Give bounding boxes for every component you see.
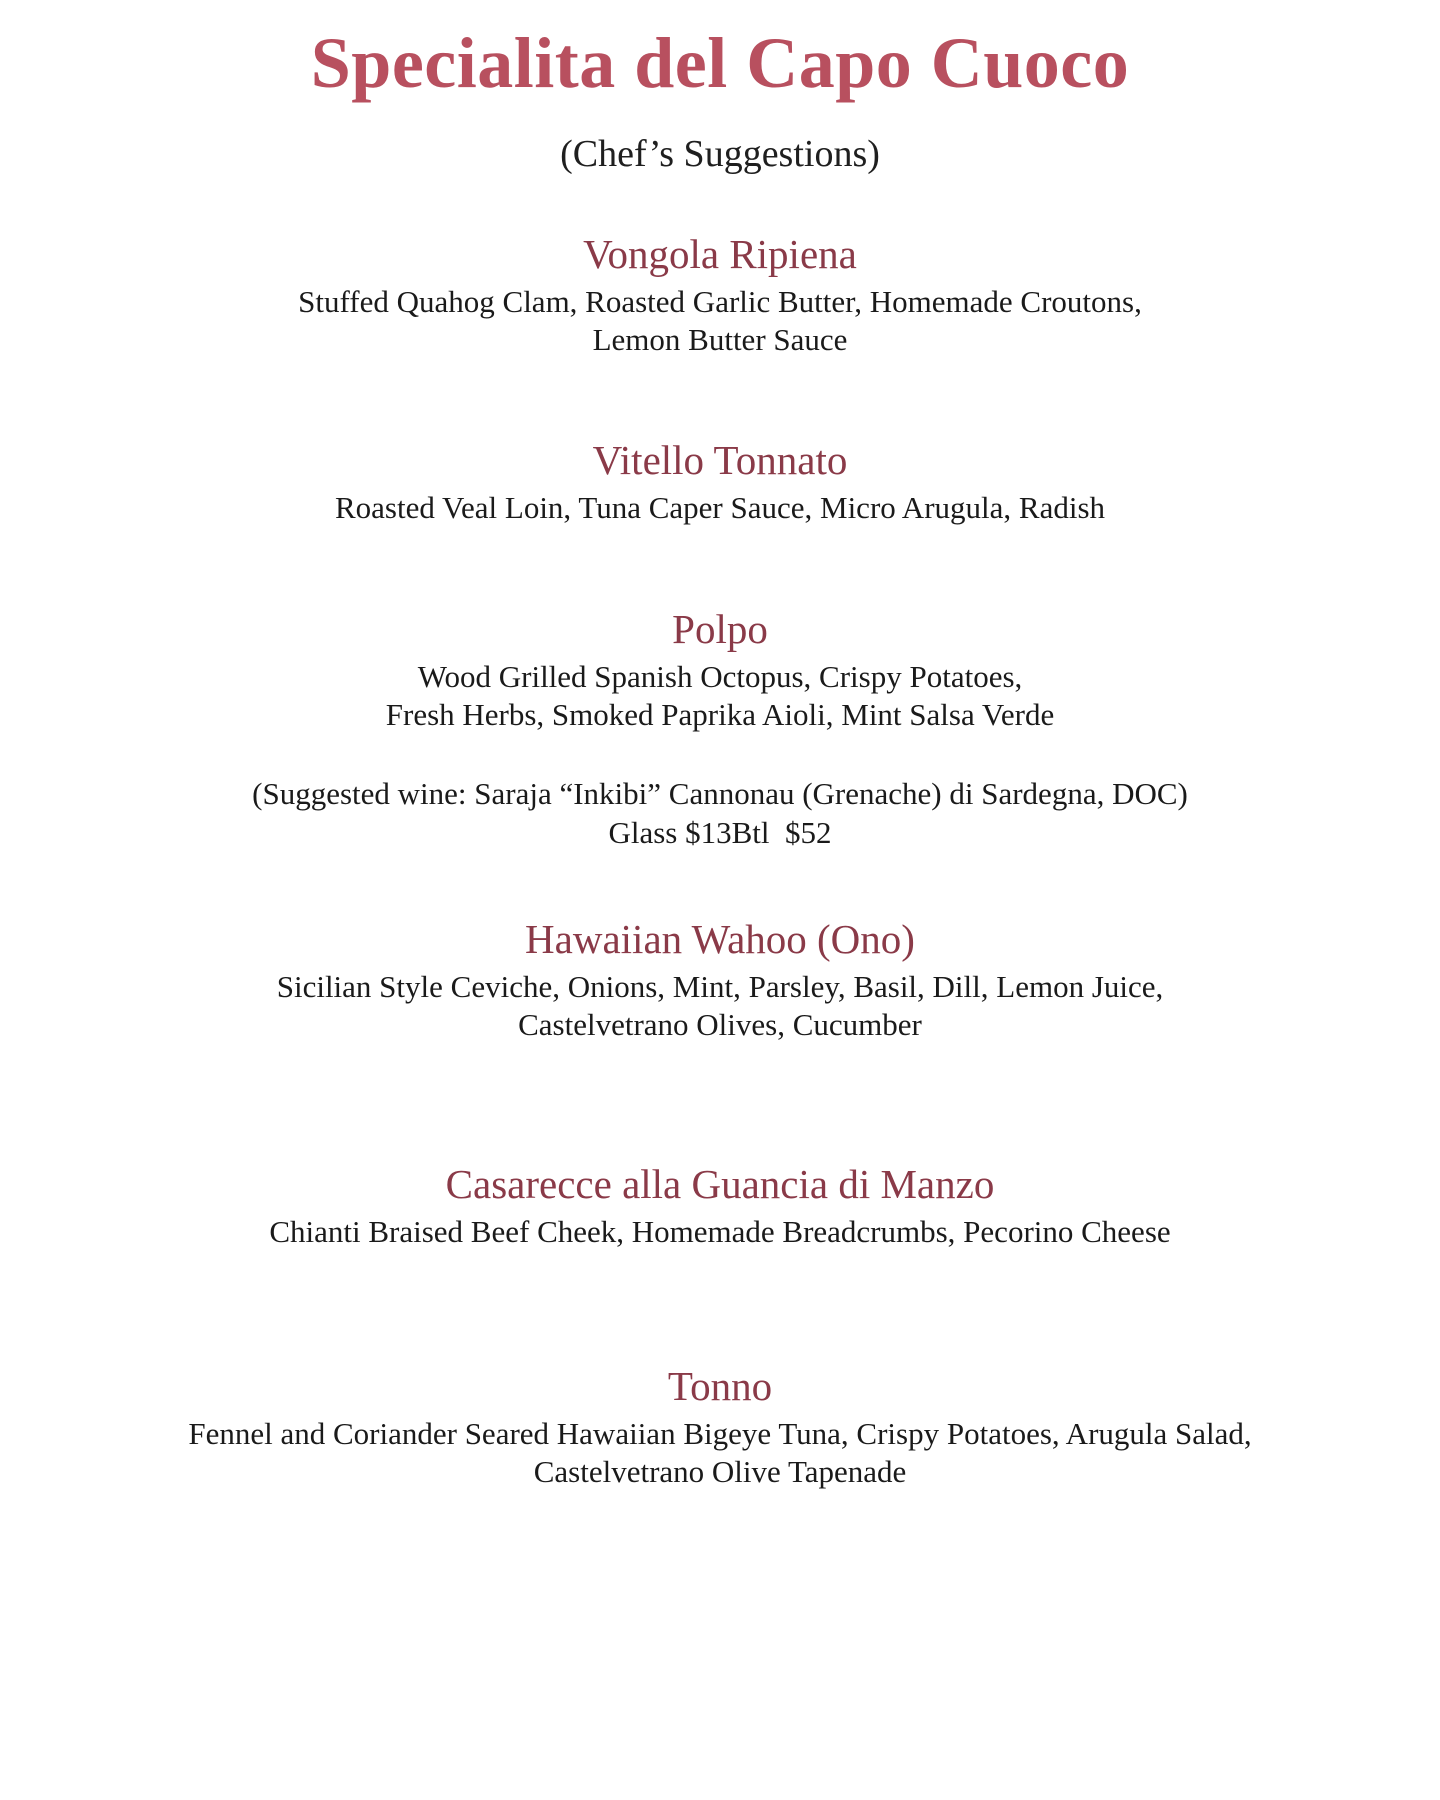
dish-description-line: Lemon Butter Sauce: [592, 322, 848, 357]
dish-name: Vongola Ripiena: [583, 231, 857, 277]
dish-description-line: Fresh Herbs, Smoked Paprika Aioli, Mint Salsa Verde: [385, 697, 1055, 732]
dish-description-line: Stuffed Quahog Clam, Roasted Garlic Butter, Homemade Croutons,: [298, 284, 1142, 320]
dish-description: [0, 489, 1440, 527]
dish-hawaiian-wahoo: [0, 915, 1440, 1044]
menu-title: Specialita del Capo Cuoco: [310, 23, 1130, 103]
dish-tonno: [0, 1362, 1440, 1491]
dish-casarecce: [0, 1160, 1440, 1251]
dish-polpo: [0, 605, 1440, 734]
dish-name: Casarecce alla Guancia di Manzo: [445, 1161, 995, 1207]
wine-suggestion-text: (Suggested wine: Saraja “Inkibi” Cannonau (Grenache) di Sardegna, DOC): [252, 776, 1188, 811]
dish-name: Polpo: [672, 606, 768, 652]
dish-description-line: Fennel and Coriander Seared Hawaiian Bigeye Tuna, Crispy Potatoes, Arugula Salad,: [188, 1416, 1252, 1452]
dish-name: Tonno: [667, 1363, 773, 1409]
menu-subtitle: (Chef’s Suggestions): [560, 133, 880, 175]
wine-bottle-price: Btl $52: [731, 814, 832, 850]
dish-vongola-ripiena: [0, 230, 1440, 359]
dish-name: Hawaiian Wahoo (Ono): [525, 916, 915, 962]
dish-description-line: Roasted Veal Loin, Tuna Caper Sauce, Micro Arugula, Radish: [334, 490, 1106, 526]
dish-description: [0, 968, 1440, 1044]
wine-suggestion: [0, 775, 1440, 853]
dish-description: [0, 1415, 1440, 1491]
wine-prices: [0, 814, 1440, 853]
dish-description-line: Castelvetrano Olive Tapenade: [533, 1454, 907, 1489]
dish-description: [0, 1213, 1440, 1251]
dish-vitello-tonnato: [0, 436, 1440, 527]
dish-name: Vitello Tonnato: [592, 437, 848, 483]
dish-description: [0, 283, 1440, 359]
dish-description-line: Castelvetrano Olives, Cucumber: [518, 1007, 922, 1042]
dish-description-line: Wood Grilled Spanish Octopus, Crispy Potatoes,: [417, 659, 1023, 695]
dish-description-line: Sicilian Style Ceviche, Onions, Mint, Parsley, Basil, Dill, Lemon Juice,: [276, 969, 1164, 1005]
dish-description-line: Chianti Braised Beef Cheek, Homemade Breadcrumbs, Pecorino Cheese: [269, 1214, 1171, 1250]
wine-glass-price: Glass $13: [608, 814, 732, 850]
dish-description: [0, 658, 1440, 734]
